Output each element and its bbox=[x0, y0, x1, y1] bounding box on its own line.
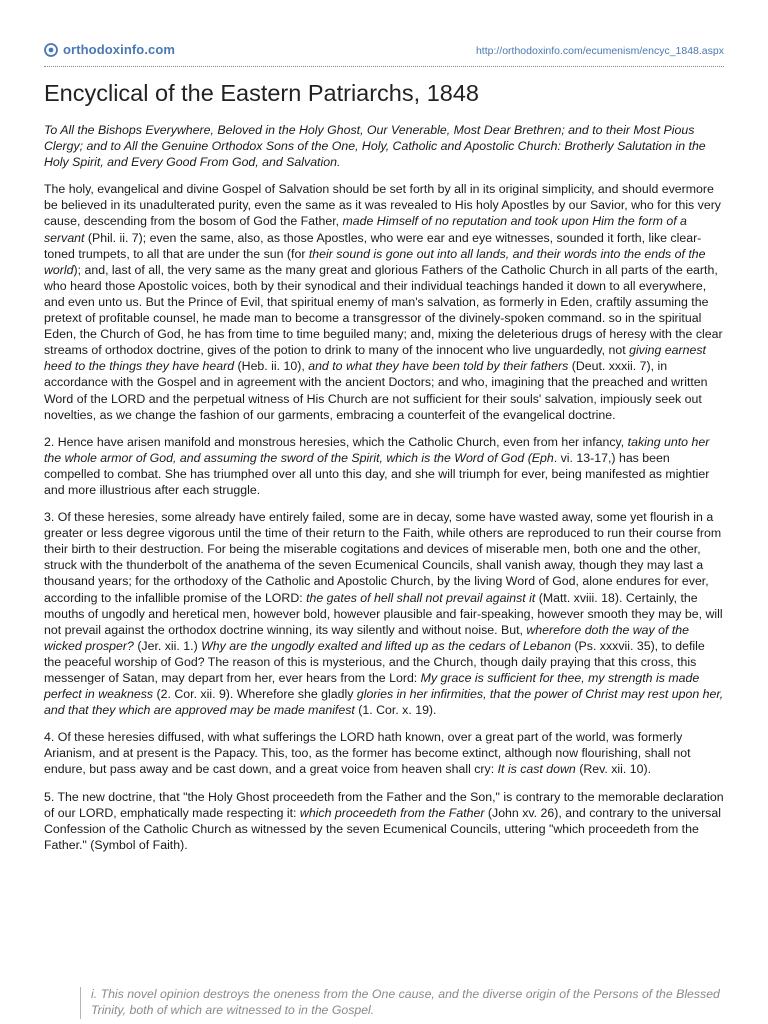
text-segment: (Ps. xxxvii. 35), to defile the peaceful worship of God? The reason of this is mysterious, and the Church, though daily praying that this cross, this messenger of Satan, may depart from her, ever hears from the Lord: bbox=[44, 638, 705, 685]
text-segment: (2. Cor. xii. 9). Wherefore she gladly bbox=[153, 687, 357, 702]
text-segment: (Jer. xii. 1.) bbox=[133, 638, 202, 653]
brand[interactable] bbox=[44, 42, 175, 57]
text-segment: (Deut. xxxii. 7), in accordance with the Gospel and in agreement with the ancient Doctors; and who, imagining that the preached and written Word of the LORD and the perpetual witness of His Church are not sufficient for their souls' salvation, impiously seek out novelties, as we change the fashion of our garments, embracing a counterfeit of the evangelical doctrine. bbox=[44, 359, 708, 422]
scripture-quote: and to what they have been told by their fathers bbox=[308, 359, 569, 374]
text-segment: . vi. 13-17,) has been compelled to combat. She has triumphed over all unto this day, and she will triumph for ever, being manifested as mightier and more illustrious after each struggle. bbox=[44, 450, 710, 497]
globe-icon bbox=[44, 43, 58, 57]
header-divider bbox=[44, 66, 724, 67]
page-url[interactable]: http://orthodoxinfo.com/ecumenism/encyc_1848.aspx bbox=[475, 45, 724, 57]
scripture-quote: wherefore doth the way of the wicked prosper? bbox=[44, 622, 690, 653]
text-segment: ); and, last of all, the very same as the many great and glorious Fathers of the Catholic Church in all parts of the earth, who heard those Apostolic voices, both by their synodical and their individual teachings handed it down to all everywhere, and even unto us. But the Prince of Evil, that spiritual enemy of man's salvation, as formerly in Eden, craftily assuming the pretext of profitable counsel, he made man to become a transgressor of the divinely-spoken command. so in the spiritual Eden, the Church of God, he has from time to time beguiled many; and, mixing the deleterious drugs of heresy with the clear streams of orthodox doctrine, gives of the potion to drink to many of the innocent who live unguardedly, not bbox=[44, 262, 723, 358]
paragraph-5 bbox=[44, 789, 724, 853]
text-segment: (Heb. ii. 10), bbox=[234, 359, 309, 374]
site-header bbox=[44, 42, 724, 64]
scripture-quote: It is cast down bbox=[497, 762, 576, 777]
footnote: i. This novel opinion destroys the oneness from the One cause, and the diverse origin of the Persons of the Blessed Trinity, both of which are witnessed to in the Gospel. bbox=[80, 987, 730, 1019]
scripture-quote: made Himself of no reputation and took upon Him the form of a servant bbox=[44, 214, 687, 245]
brand-name[interactable]: orthodoxinfo.com bbox=[63, 42, 176, 57]
text-segment: The holy, evangelical and divine Gospel of Salvation should be set forth by all in its original simplicity, and should evermore be believed in its unadulterated purity, even the same as it was revealed to His holy Apostles by our Savior, who for this very cause, descending from the bosom of God the Father, bbox=[44, 182, 721, 229]
text-segment: 2. Hence have arisen manifold and monstrous heresies, which the Catholic Church, even from her infancy, bbox=[44, 434, 628, 449]
text-segment: (John xv. 26), and contrary to the universal Confession of the Catholic Church as witnessed by the seven Ecumenical Councils, uttering "which proceedeth from the Father." (Symbol of Faith). bbox=[44, 805, 721, 852]
text-segment: 5. The new doctrine, that "the Holy Ghost proceedeth from the Father and the Son," is contrary to the memorable declaration of our LORD, emphatically made respecting it: bbox=[44, 789, 724, 820]
scripture-quote: Why are the ungodly exalted and lifted up as the cedars of Lebanon bbox=[201, 638, 571, 653]
text-segment: (Matt. xviii. 18). Certainly, the mouths of ungodly and heretical men, however bold, however plausible and fair-speaking, however smooth they may be, will not prevail against the orthodox doctrine winning, its way silently and without noise. But, bbox=[44, 590, 723, 637]
text-segment: 3. Of these heresies, some already have entirely failed, some are in decay, some have wasted away, some yet flourish in a greater or less degree vigorous until the time of their return to the Faith, while others are reproduced to run their course from their birth to their destruction. For being the miserable cogitations and devices of miserable men, both one and the other, struck with the thunderbolt of the anathema of the seven Ecumenical Councils, shall vanish away, though they may last a thousand years; for the orthodoxy of the Catholic and Apostolic Church, by the living Word of God, alone endures for ever, according to the infallible promise of the LORD: bbox=[44, 510, 722, 605]
scripture-quote: which proceedeth from the Father bbox=[299, 805, 485, 820]
salutation: To All the Bishops Everywhere, Beloved in the Holy Ghost, Our Venerable, Most Dear Brethren; and to their Most Pious Clergy; and to All the Genuine Orthodox Sons of the One, Holy, Catholic and Apostolic Church: Brotherly Salutation in the Holy Spirit, and Every Good From God, and Salvation. bbox=[44, 123, 706, 170]
paragraph-2 bbox=[44, 434, 724, 498]
page-title: Encyclical of the Eastern Patriarchs, 1848 bbox=[44, 80, 479, 106]
scripture-quote: giving earnest heed to the things they have heard bbox=[44, 343, 706, 374]
scripture-quote: glories in her infirmities, that the power of Christ may rest upon her, and that they which are approved may be made manifest bbox=[44, 687, 724, 718]
paragraph-3 bbox=[44, 509, 724, 718]
paragraph-4 bbox=[44, 729, 724, 777]
scripture-quote: their sound is gone out into all lands, and their words into the ends of the world bbox=[44, 246, 706, 277]
text-segment: (Phil. ii. 7); even the same, also, as those Apostles, who were ear and eye witnesses, sounded it forth, like clear-toned trumpets, to all that are under the sun (for bbox=[44, 230, 702, 261]
text-segment: (Rev. xii. 10). bbox=[575, 762, 652, 777]
intro-paragraph bbox=[44, 122, 724, 170]
scripture-quote: the gates of hell shall not prevail against it bbox=[306, 590, 536, 605]
text-segment: 4. Of these heresies diffused, with what sufferings the LORD hath known, over a great part of the world, was formerly Arianism, and at present is the Papacy. This, too, as the former has become extinct, although now flourishing, shall not endure, but pass away and be cast down, and a great voice from heaven shall cry: bbox=[44, 730, 691, 777]
article-body bbox=[44, 122, 724, 864]
paragraph-1 bbox=[44, 181, 724, 422]
scripture-quote: My grace is sufficient for thee, my strength is made perfect in weakness bbox=[44, 671, 700, 702]
scripture-quote: taking unto her the whole armor of God, and assuming the sword of the Spirit, which is the Word of God (Eph bbox=[44, 434, 710, 465]
text-segment: (1. Cor. x. 19). bbox=[354, 703, 437, 718]
